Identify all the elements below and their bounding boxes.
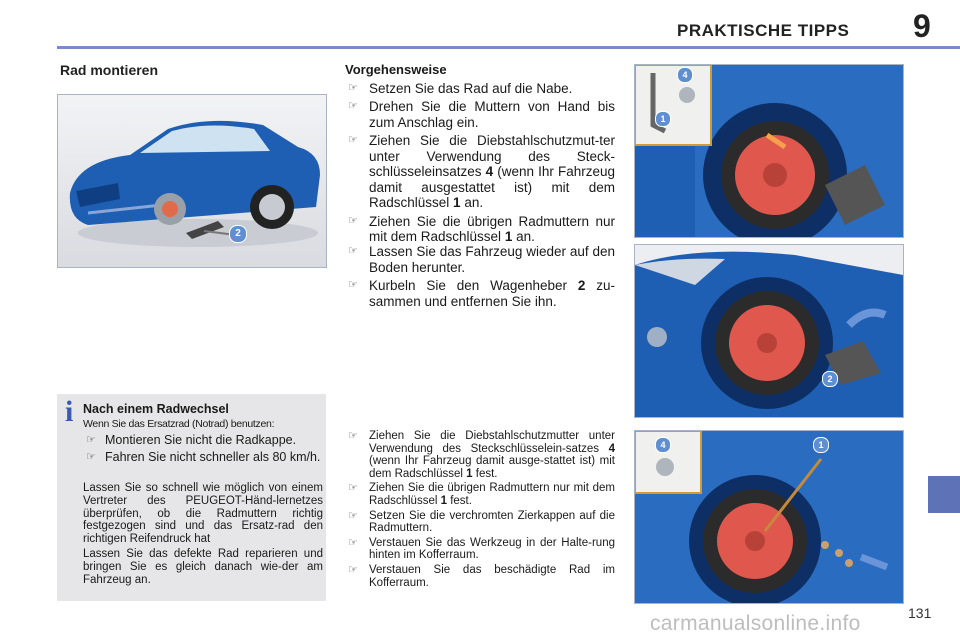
page-heading: Rad montieren [60,62,159,78]
hand-pointer-icon: ☞ [348,214,358,227]
list-item: ☞ Lassen Sie das Fahrzeug wieder auf den Boden herunter. [348,244,615,275]
page-number: 131 [908,605,932,621]
watermark: carmanualsonline.info [650,612,861,635]
info-paragraph: Lassen Sie das defekte Rad reparieren und bringen Sie es gleich danach wie-der am Fahrzeug an. [83,548,323,586]
list-item: ☞ Ziehen Sie die übrigen Radmuttern nur mit dem Radschlüssel 1 an. [348,213,615,244]
hand-pointer-icon: ☞ [348,509,358,522]
list-item: ☞ Verstauen Sie das Werkzeug in der Halte-rung hinten im Kofferraum. [348,536,615,562]
wheel-nuts-illustration [634,64,904,238]
list-item: ☞ Ziehen Sie die Diebstahlschutzmutter unter Verwendung des Steckschlüsselein-satzes 4 (wenn Ihr Fahrzeug damit ausge-stattet ist) mit dem Radschlüssel 1 fest. [348,430,615,480]
list-item: ☞ Ziehen Sie die Diebstahlschutzmut-ter unter Verwendung des Steck-schlüsseleinsatzes 4 (wenn Ihr Fahrzeug damit ausgestattet ist) mit dem Radschlüssel 1 an. [348,133,615,210]
hand-pointer-icon: ☞ [348,430,358,442]
list-item: ☞ Montieren Sie nicht die Radkappe. [86,433,297,447]
info-icon: i [65,395,74,428]
hand-pointer-icon: ☞ [348,100,358,112]
hand-pointer-icon: ☞ [86,451,96,463]
info-paragraph: Lassen Sie so schnell wie möglich von einem Vertreter des PEUGEOT-Händ-lernetzes überprüfen, ob die Radmuttern richtig festgezogen sind und das Ersatz-rad den richtigen Reifendruck hat [83,482,323,546]
procedure-block-1 [345,62,615,248]
procedure-block-3 [345,430,615,591]
chapter-number: 9 [913,8,931,44]
hand-pointer-icon: ☞ [348,482,358,495]
hand-pointer-icon: ☞ [348,81,358,94]
tighten-nuts-illustration [634,430,904,604]
hand-pointer-icon: ☞ [348,134,358,146]
chapter-tab[interactable] [928,476,960,513]
callout-4: 4 [677,67,693,83]
hand-pointer-icon: ☞ [86,434,96,446]
list-item: ☞ Ziehen Sie die übrigen Radmuttern nur mit dem Radschlüssel 1 fest. [348,482,615,507]
list-item: ☞ Fahren Sie nicht schneller als 80 km/h. [86,450,321,464]
info-list [83,433,321,467]
info-subtitle: Wenn Sie das Ersatzrad (Notrad) benutzen: [83,418,275,430]
info-box [57,394,326,601]
callout-1: 1 [813,437,829,453]
hand-pointer-icon: ☞ [348,563,358,576]
hand-pointer-icon: ☞ [348,245,358,257]
list-item: ☞ Drehen Sie die Muttern von Hand bis zum Anschlag ein. [348,99,615,130]
callout-2: 2 [229,225,247,243]
hand-pointer-icon: ☞ [348,279,358,291]
callout-1: 1 [655,111,671,127]
hand-pointer-icon: ☞ [348,536,358,549]
callout-2: 2 [822,371,838,387]
info-title: Nach einem Radwechsel [83,402,229,416]
list-item: ☞ Kurbeln Sie den Wagenheber 2 zu-sammen und entfernen Sie ihn. [348,278,615,309]
procedure-block-2 [345,244,615,312]
jack-lowering-illustration [634,244,904,418]
list-item: ☞ Setzen Sie das Rad auf die Nabe. [348,80,573,96]
procedure-title: Vorgehensweise [345,62,447,77]
list-item: ☞ Verstauen Sie das beschädigte Rad im Kofferraum. [348,563,615,589]
header-rule [57,46,960,49]
callout-4: 4 [655,437,671,453]
section-title: PRAKTISCHE TIPPS [677,21,850,40]
list-item: ☞ Setzen Sie die verchromten Zierkappen auf die Radmuttern. [348,509,615,535]
car-on-jack-illustration [57,94,327,268]
